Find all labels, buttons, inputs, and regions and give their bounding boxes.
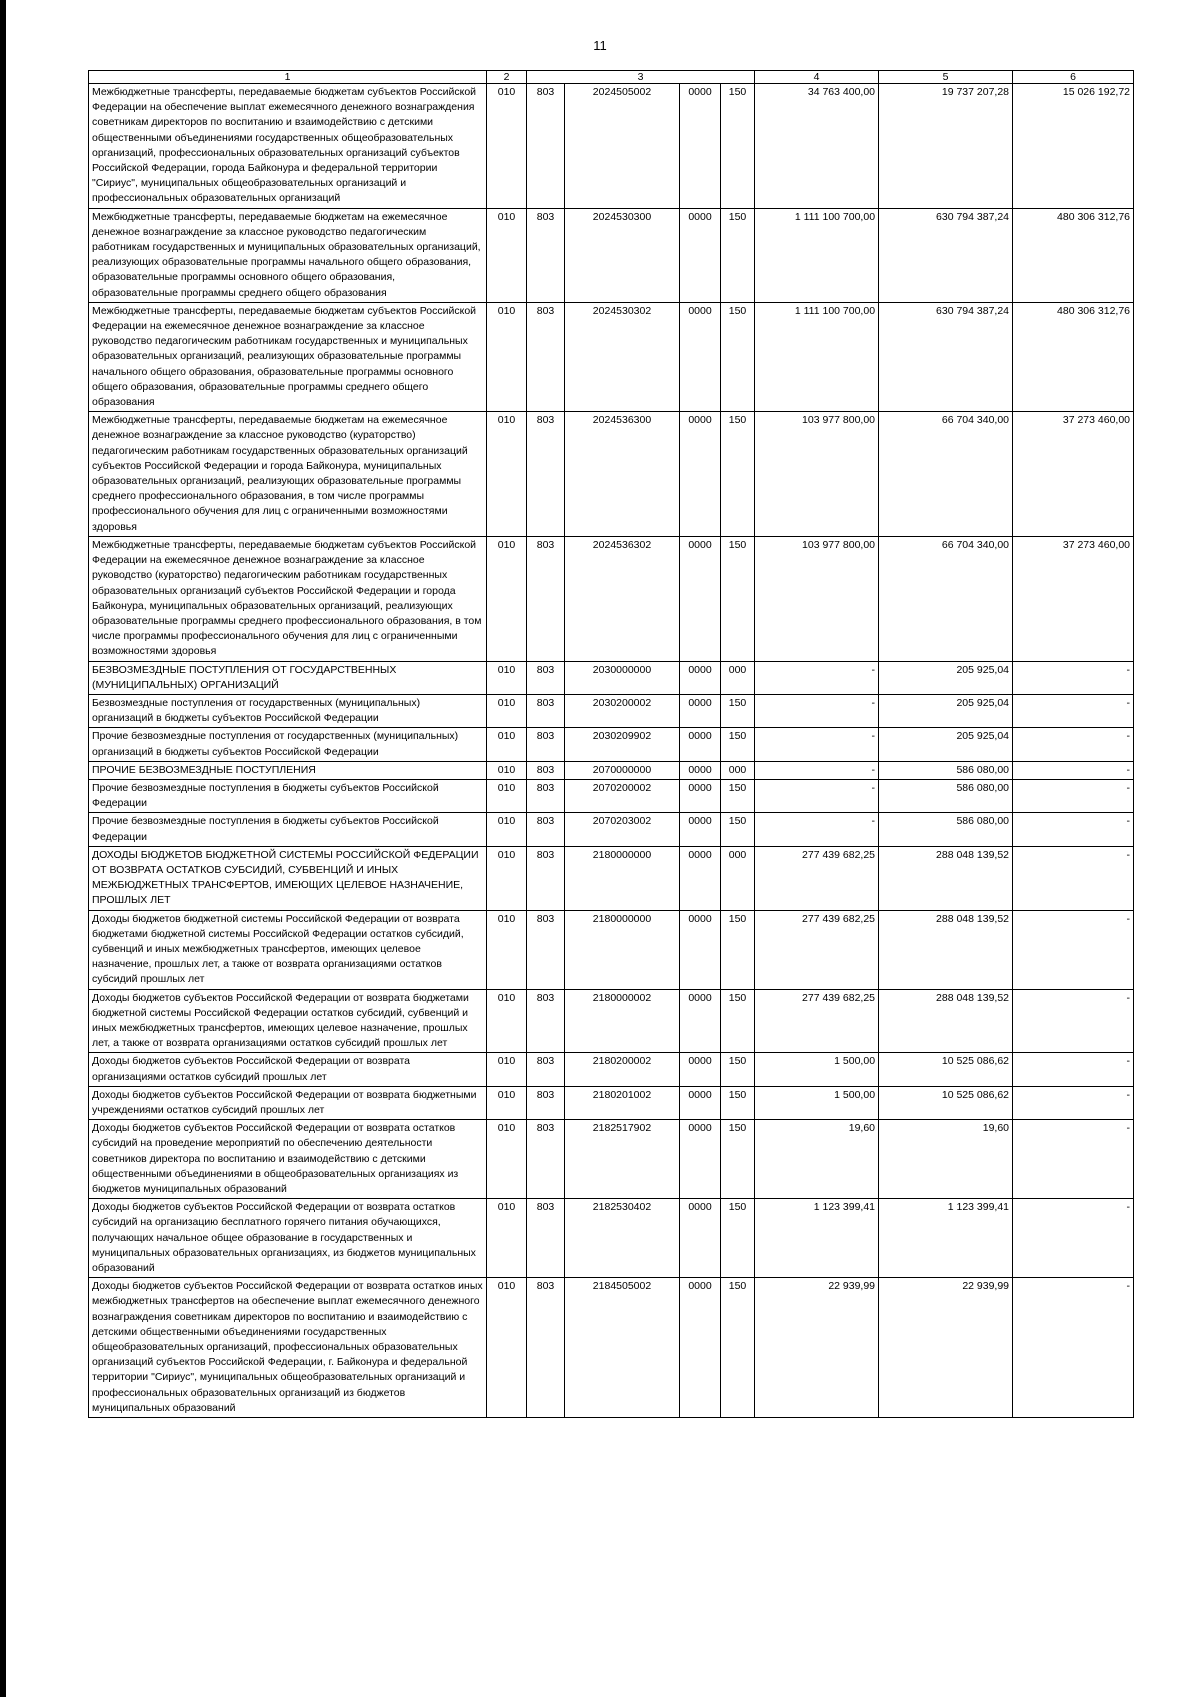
row-code-admin: 010 <box>487 84 527 209</box>
row-value-remaining: 480 306 312,76 <box>1013 208 1134 302</box>
row-code-sub: 0000 <box>680 694 721 727</box>
row-value-executed: 288 048 139,52 <box>879 989 1013 1053</box>
row-code-main: 2024536300 <box>565 412 680 537</box>
row-name: Доходы бюджетов бюджетной системы Российской Федерации от возврата бюджетами бюджетной системы Российской Федерации остатков субсидий, субвенций и иных межбюджетных трансфертов, имеющих целевое назначение, прошлых лет, а также от возврата организациями остатков субсидий прошлых лет <box>89 910 487 989</box>
row-value-approved: 1 111 100 700,00 <box>755 302 879 411</box>
row-code-admin: 010 <box>487 910 527 989</box>
row-code-sub: 0000 <box>680 1278 721 1418</box>
row-code-group: 803 <box>527 1278 565 1418</box>
row-value-approved: 103 977 800,00 <box>755 412 879 537</box>
row-code-sub: 0000 <box>680 779 721 812</box>
row-code-admin: 010 <box>487 1086 527 1119</box>
row-code-type: 150 <box>721 302 755 411</box>
table-header-row <box>89 71 1134 84</box>
row-code-group: 803 <box>527 694 565 727</box>
scan-edge-bar <box>0 0 6 1697</box>
budget-table <box>88 70 1134 1418</box>
row-code-admin: 010 <box>487 1278 527 1418</box>
row-value-approved: 19,60 <box>755 1120 879 1199</box>
header-col-5: 5 <box>879 71 1013 84</box>
row-code-type: 150 <box>721 728 755 761</box>
row-code-admin: 010 <box>487 208 527 302</box>
row-code-main: 2180200002 <box>565 1053 680 1086</box>
row-code-sub: 0000 <box>680 208 721 302</box>
row-value-executed: 205 925,04 <box>879 661 1013 694</box>
header-col-4: 4 <box>755 71 879 84</box>
row-code-sub: 0000 <box>680 302 721 411</box>
row-name: Прочие безвозмездные поступления в бюджеты субъектов Российской Федерации <box>89 813 487 846</box>
row-code-main: 2180000000 <box>565 910 680 989</box>
row-value-approved: 277 439 682,25 <box>755 846 879 910</box>
row-name: БЕЗВОЗМЕЗДНЫЕ ПОСТУПЛЕНИЯ ОТ ГОСУДАРСТВЕННЫХ (МУНИЦИПАЛЬНЫХ) ОРГАНИЗАЦИЙ <box>89 661 487 694</box>
row-value-approved: - <box>755 728 879 761</box>
row-code-admin: 010 <box>487 989 527 1053</box>
row-value-remaining: 37 273 460,00 <box>1013 536 1134 661</box>
table-row <box>89 208 1134 302</box>
row-value-executed: 288 048 139,52 <box>879 846 1013 910</box>
row-code-admin: 010 <box>487 761 527 779</box>
row-code-main: 2024530302 <box>565 302 680 411</box>
table-row <box>89 846 1134 910</box>
table-row <box>89 1120 1134 1199</box>
row-code-type: 000 <box>721 761 755 779</box>
row-code-admin: 010 <box>487 1199 527 1278</box>
row-code-type: 000 <box>721 661 755 694</box>
table-row <box>89 1199 1134 1278</box>
row-code-sub: 0000 <box>680 761 721 779</box>
row-name: Доходы бюджетов субъектов Российской Федерации от возврата бюджетными учреждениями остатков субсидий прошлых лет <box>89 1086 487 1119</box>
row-code-sub: 0000 <box>680 813 721 846</box>
row-code-type: 150 <box>721 1120 755 1199</box>
table-row <box>89 1278 1134 1418</box>
row-code-main: 2180201002 <box>565 1086 680 1119</box>
row-value-approved: 103 977 800,00 <box>755 536 879 661</box>
row-value-approved: - <box>755 694 879 727</box>
row-code-main: 2182517902 <box>565 1120 680 1199</box>
row-code-type: 150 <box>721 779 755 812</box>
row-value-approved: 22 939,99 <box>755 1278 879 1418</box>
table-row <box>89 302 1134 411</box>
row-value-executed: 205 925,04 <box>879 728 1013 761</box>
row-code-main: 2184505002 <box>565 1278 680 1418</box>
row-value-approved: - <box>755 813 879 846</box>
header-col-3: 3 <box>527 71 755 84</box>
row-value-remaining: - <box>1013 846 1134 910</box>
row-value-approved: 1 123 399,41 <box>755 1199 879 1278</box>
row-value-remaining: - <box>1013 761 1134 779</box>
row-code-type: 150 <box>721 208 755 302</box>
table-row <box>89 1053 1134 1086</box>
row-code-sub: 0000 <box>680 1199 721 1278</box>
row-value-approved: 277 439 682,25 <box>755 989 879 1053</box>
row-value-remaining: - <box>1013 1199 1134 1278</box>
table-row <box>89 910 1134 989</box>
row-code-sub: 0000 <box>680 536 721 661</box>
row-code-main: 2024536302 <box>565 536 680 661</box>
row-value-executed: 22 939,99 <box>879 1278 1013 1418</box>
row-code-type: 150 <box>721 989 755 1053</box>
row-value-approved: 34 763 400,00 <box>755 84 879 209</box>
row-value-remaining: - <box>1013 910 1134 989</box>
row-name: Межбюджетные трансферты, передаваемые бюджетам субъектов Российской Федерации на ежемесячное денежное вознаграждение за классное руководство (кураторство) педагогическим работникам государственных образовательных организаций субъектов Российской Федерации и города Байконура, муниципальных образовательных организаций, реализующих образовательные программы среднего профессионального образования, в том числе программы профессионального обучения для лиц с ограниченными возможностями здоровья <box>89 536 487 661</box>
row-code-type: 150 <box>721 694 755 727</box>
row-code-admin: 010 <box>487 846 527 910</box>
row-code-main: 2030209902 <box>565 728 680 761</box>
table-row <box>89 989 1134 1053</box>
row-value-executed: 630 794 387,24 <box>879 208 1013 302</box>
row-value-remaining: - <box>1013 694 1134 727</box>
row-value-executed: 586 080,00 <box>879 761 1013 779</box>
row-value-remaining: - <box>1013 779 1134 812</box>
table-row <box>89 813 1134 846</box>
row-value-approved: 1 500,00 <box>755 1086 879 1119</box>
row-code-admin: 010 <box>487 694 527 727</box>
row-value-remaining: 480 306 312,76 <box>1013 302 1134 411</box>
row-code-sub: 0000 <box>680 1086 721 1119</box>
table-row <box>89 779 1134 812</box>
row-value-executed: 630 794 387,24 <box>879 302 1013 411</box>
row-code-group: 803 <box>527 1086 565 1119</box>
row-value-remaining: - <box>1013 813 1134 846</box>
row-code-group: 803 <box>527 846 565 910</box>
row-name: Доходы бюджетов субъектов Российской Федерации от возврата остатков субсидий на организацию бесплатного горячего питания обучающихся, получающих начальное общее образование в государственных и муниципальных образовательных организациях, из бюджетов муниципальных образований <box>89 1199 487 1278</box>
row-code-group: 803 <box>527 728 565 761</box>
row-code-type: 000 <box>721 846 755 910</box>
row-code-sub: 0000 <box>680 846 721 910</box>
row-name: Безвозмездные поступления от государственных (муниципальных) организаций в бюджеты субъектов Российской Федерации <box>89 694 487 727</box>
row-value-executed: 10 525 086,62 <box>879 1086 1013 1119</box>
header-col-2: 2 <box>487 71 527 84</box>
table-row <box>89 728 1134 761</box>
row-value-executed: 288 048 139,52 <box>879 910 1013 989</box>
row-code-type: 150 <box>721 1199 755 1278</box>
row-value-approved: - <box>755 761 879 779</box>
row-value-executed: 66 704 340,00 <box>879 412 1013 537</box>
table-row <box>89 84 1134 209</box>
row-code-type: 150 <box>721 412 755 537</box>
row-code-admin: 010 <box>487 302 527 411</box>
row-code-group: 803 <box>527 779 565 812</box>
row-code-type: 150 <box>721 536 755 661</box>
row-name: ДОХОДЫ БЮДЖЕТОВ БЮДЖЕТНОЙ СИСТЕМЫ РОССИЙСКОЙ ФЕДЕРАЦИИ ОТ ВОЗВРАТА ОСТАТКОВ СУБСИДИЙ, СУБВЕНЦИЙ И ИНЫХ МЕЖБЮДЖЕТНЫХ ТРАНСФЕРТОВ, ИМЕЮЩИХ ЦЕЛЕВОЕ НАЗНАЧЕНИЕ, ПРОШЛЫХ ЛЕТ <box>89 846 487 910</box>
row-code-sub: 0000 <box>680 412 721 537</box>
row-value-executed: 1 123 399,41 <box>879 1199 1013 1278</box>
row-code-main: 2182530402 <box>565 1199 680 1278</box>
table-row <box>89 1086 1134 1119</box>
row-code-group: 803 <box>527 208 565 302</box>
table-row <box>89 694 1134 727</box>
row-code-sub: 0000 <box>680 728 721 761</box>
row-code-type: 150 <box>721 84 755 209</box>
row-value-approved: 1 111 100 700,00 <box>755 208 879 302</box>
row-name: Межбюджетные трансферты, передаваемые бюджетам субъектов Российской Федерации на обеспечение выплат ежемесячного денежного вознаграждения советникам директоров по воспитанию и взаимодействию с детскими общественными объединениями государственных общеобразовательных организаций, профессиональных образовательных организаций субъектов Российской Федерации, города Байконура и федеральной территории "Сириус", муниципальных общеобразовательных организаций и профессиональных образовательных организаций <box>89 84 487 209</box>
row-code-main: 2180000000 <box>565 846 680 910</box>
row-code-admin: 010 <box>487 779 527 812</box>
table-row <box>89 661 1134 694</box>
row-code-main: 2070200002 <box>565 779 680 812</box>
row-code-admin: 010 <box>487 412 527 537</box>
row-value-remaining: 37 273 460,00 <box>1013 412 1134 537</box>
row-value-executed: 586 080,00 <box>879 779 1013 812</box>
row-value-executed: 19,60 <box>879 1120 1013 1199</box>
table-body <box>89 84 1134 1418</box>
row-value-executed: 10 525 086,62 <box>879 1053 1013 1086</box>
table-row <box>89 412 1134 537</box>
row-code-sub: 0000 <box>680 910 721 989</box>
row-value-executed: 205 925,04 <box>879 694 1013 727</box>
page-number: 11 <box>593 38 607 53</box>
row-code-group: 803 <box>527 813 565 846</box>
row-code-group: 803 <box>527 761 565 779</box>
row-code-group: 803 <box>527 412 565 537</box>
row-code-admin: 010 <box>487 728 527 761</box>
row-code-admin: 010 <box>487 1053 527 1086</box>
row-code-group: 803 <box>527 661 565 694</box>
row-name: Межбюджетные трансферты, передаваемые бюджетам на ежемесячное денежное вознаграждение за классное руководство педагогическим работникам государственных и муниципальных образовательных организаций, реализующих образовательные программы начального общего образования, образовательные программы основного общего образования, образовательные программы среднего общего образования <box>89 208 487 302</box>
row-value-approved: - <box>755 661 879 694</box>
row-code-group: 803 <box>527 989 565 1053</box>
row-code-type: 150 <box>721 910 755 989</box>
row-code-type: 150 <box>721 1278 755 1418</box>
row-value-approved: 277 439 682,25 <box>755 910 879 989</box>
row-code-admin: 010 <box>487 813 527 846</box>
header-col-6: 6 <box>1013 71 1134 84</box>
row-code-group: 803 <box>527 910 565 989</box>
row-code-main: 2070203002 <box>565 813 680 846</box>
row-name: Доходы бюджетов субъектов Российской Федерации от возврата остатков субсидий на проведение мероприятий по обеспечению деятельности советников директора по воспитанию и взаимодействию с детскими общественными объединениями в общеобразовательных организациях из бюджетов муниципальных образований <box>89 1120 487 1199</box>
row-name: Доходы бюджетов субъектов Российской Федерации от возврата бюджетами бюджетной системы Российской Федерации остатков субсидий, субвенций и иных межбюджетных трансфертов, имеющих целевое назначение, прошлых лет, а также от возврата организациями остатков субсидий прошлых лет <box>89 989 487 1053</box>
row-code-main: 2024505002 <box>565 84 680 209</box>
row-code-admin: 010 <box>487 1120 527 1199</box>
row-value-remaining: - <box>1013 661 1134 694</box>
table-row <box>89 536 1134 661</box>
row-value-executed: 19 737 207,28 <box>879 84 1013 209</box>
table-row <box>89 761 1134 779</box>
row-code-main: 2030200002 <box>565 694 680 727</box>
row-name: Межбюджетные трансферты, передаваемые бюджетам субъектов Российской Федерации на ежемесячное денежное вознаграждение за классное руководство педагогическим работникам государственных и муниципальных образовательных организаций, реализующих образовательные программы начального общего образования, образовательные программы основного общего образования, образовательные программы среднего общего образования <box>89 302 487 411</box>
row-name: Доходы бюджетов субъектов Российской Федерации от возврата остатков иных межбюджетных трансфертов на обеспечение выплат ежемесячного денежного вознаграждения советникам директоров по воспитанию и взаимодействию с детскими общественными объединениями государственных общеобразовательных организаций, профессиональных образовательных организаций субъектов Российской Федерации, г. Байконура и федеральной территории "Сириус", муниципальных общеобразовательных организаций и профессиональных образовательных организаций из бюджетов муниципальных образований <box>89 1278 487 1418</box>
row-code-main: 2180000002 <box>565 989 680 1053</box>
row-code-group: 803 <box>527 1120 565 1199</box>
row-code-group: 803 <box>527 84 565 209</box>
row-value-executed: 66 704 340,00 <box>879 536 1013 661</box>
row-name: Межбюджетные трансферты, передаваемые бюджетам на ежемесячное денежное вознаграждение за классное руководство (кураторство) педагогическим работникам государственных образовательных организаций субъектов Российской Федерации и города Байконура, муниципальных образовательных организаций, реализующих образовательные программы среднего профессионального образования, в том числе программы профессионального обучения для лиц с ограниченными возможностями здоровья <box>89 412 487 537</box>
row-code-sub: 0000 <box>680 1120 721 1199</box>
row-code-group: 803 <box>527 1199 565 1278</box>
row-code-type: 150 <box>721 1086 755 1119</box>
row-code-admin: 010 <box>487 661 527 694</box>
row-code-main: 2030000000 <box>565 661 680 694</box>
row-value-remaining: - <box>1013 1086 1134 1119</box>
row-value-remaining: - <box>1013 989 1134 1053</box>
row-code-sub: 0000 <box>680 661 721 694</box>
row-code-group: 803 <box>527 1053 565 1086</box>
header-col-1: 1 <box>89 71 487 84</box>
row-code-sub: 0000 <box>680 1053 721 1086</box>
row-code-group: 803 <box>527 536 565 661</box>
row-code-type: 150 <box>721 1053 755 1086</box>
row-code-sub: 0000 <box>680 84 721 209</box>
row-name: Прочие безвозмездные поступления от государственных (муниципальных) организаций в бюджеты субъектов Российской Федерации <box>89 728 487 761</box>
row-code-group: 803 <box>527 302 565 411</box>
row-value-remaining: - <box>1013 1053 1134 1086</box>
row-name: Прочие безвозмездные поступления в бюджеты субъектов Российской Федерации <box>89 779 487 812</box>
row-code-type: 150 <box>721 813 755 846</box>
row-value-remaining: - <box>1013 728 1134 761</box>
row-code-main: 2024530300 <box>565 208 680 302</box>
row-value-executed: 586 080,00 <box>879 813 1013 846</box>
row-value-remaining: - <box>1013 1278 1134 1418</box>
row-value-remaining: 15 026 192,72 <box>1013 84 1134 209</box>
row-value-remaining: - <box>1013 1120 1134 1199</box>
row-code-main: 2070000000 <box>565 761 680 779</box>
row-code-sub: 0000 <box>680 989 721 1053</box>
row-code-admin: 010 <box>487 536 527 661</box>
row-value-approved: 1 500,00 <box>755 1053 879 1086</box>
row-value-approved: - <box>755 779 879 812</box>
row-name: Доходы бюджетов субъектов Российской Федерации от возврата организациями остатков субсидий прошлых лет <box>89 1053 487 1086</box>
row-name: ПРОЧИЕ БЕЗВОЗМЕЗДНЫЕ ПОСТУПЛЕНИЯ <box>89 761 487 779</box>
